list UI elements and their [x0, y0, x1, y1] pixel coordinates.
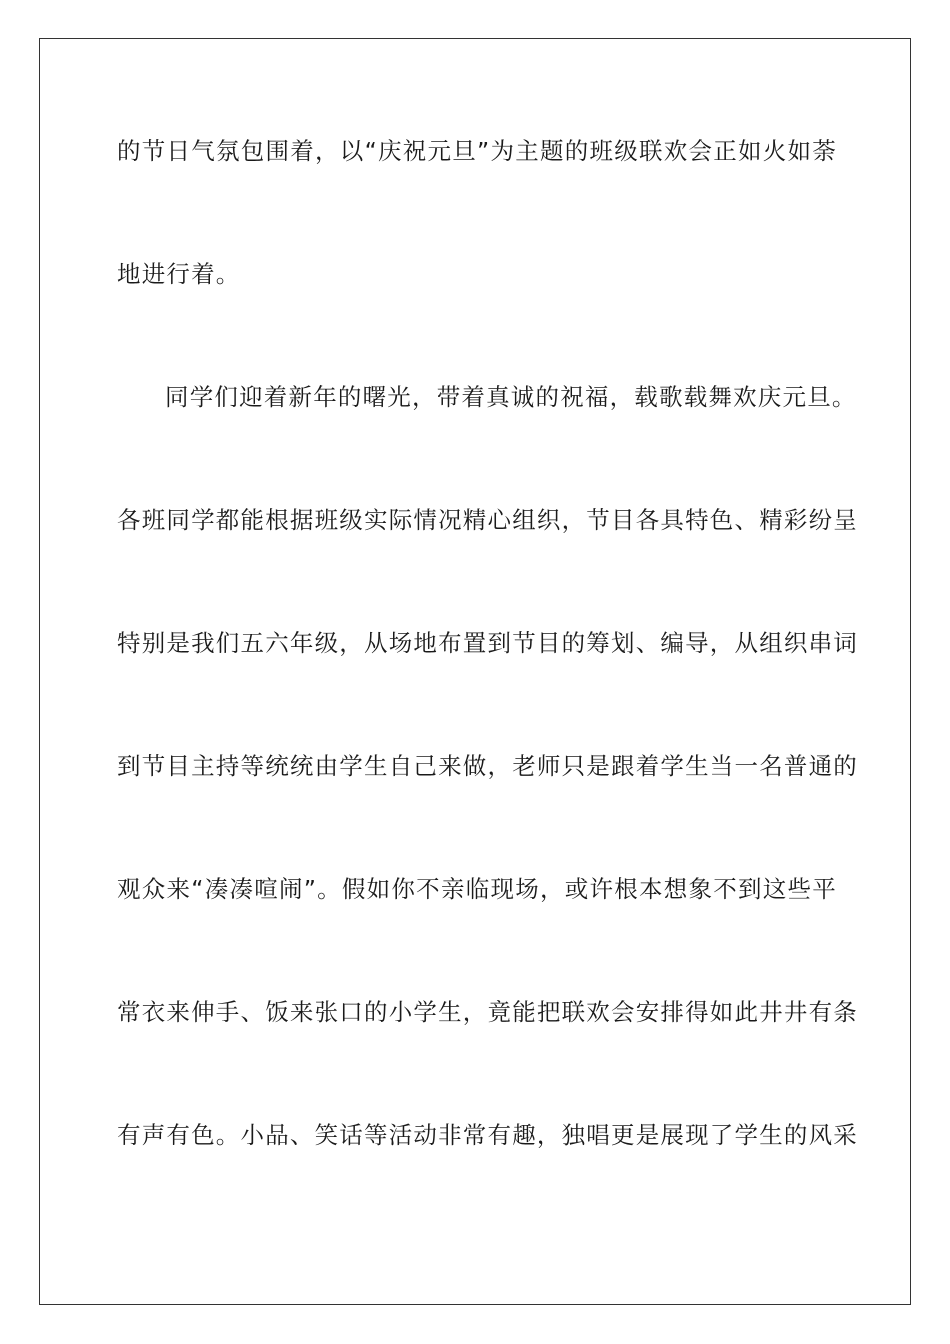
text-line: 各班同学都能根据班级实际情况精心组织，节目各具特色、精彩纷呈 [117, 506, 858, 534]
text-line: 同学们迎着新年的曙光，带着真诚的祝福，载歌载舞欢庆元旦。 [165, 383, 857, 411]
text-line: 到节目主持等统统由学生自己来做，老师只是跟着学生当一名普通的 [117, 752, 858, 780]
text-line: 有声有色。小品、笑话等活动非常有趣，独唱更是展现了学生的风采 [117, 1121, 858, 1149]
text-line: 常衣来伸手、饭来张口的小学生，竟能把联欢会安排得如此井井有条 [117, 998, 858, 1026]
text-line: 观众来“凑凑喧闹”。假如你不亲临现场，或许根本想象不到这些平 [117, 875, 837, 903]
text-line: 地进行着。 [117, 260, 241, 288]
text-line: 的节日气氛包围着，以“庆祝元旦”为主题的班级联欢会正如火如荼 [117, 137, 837, 165]
page-frame [39, 38, 911, 1305]
text-line: 特别是我们五六年级，从场地布置到节目的筹划、编导，从组织串词 [117, 629, 858, 657]
